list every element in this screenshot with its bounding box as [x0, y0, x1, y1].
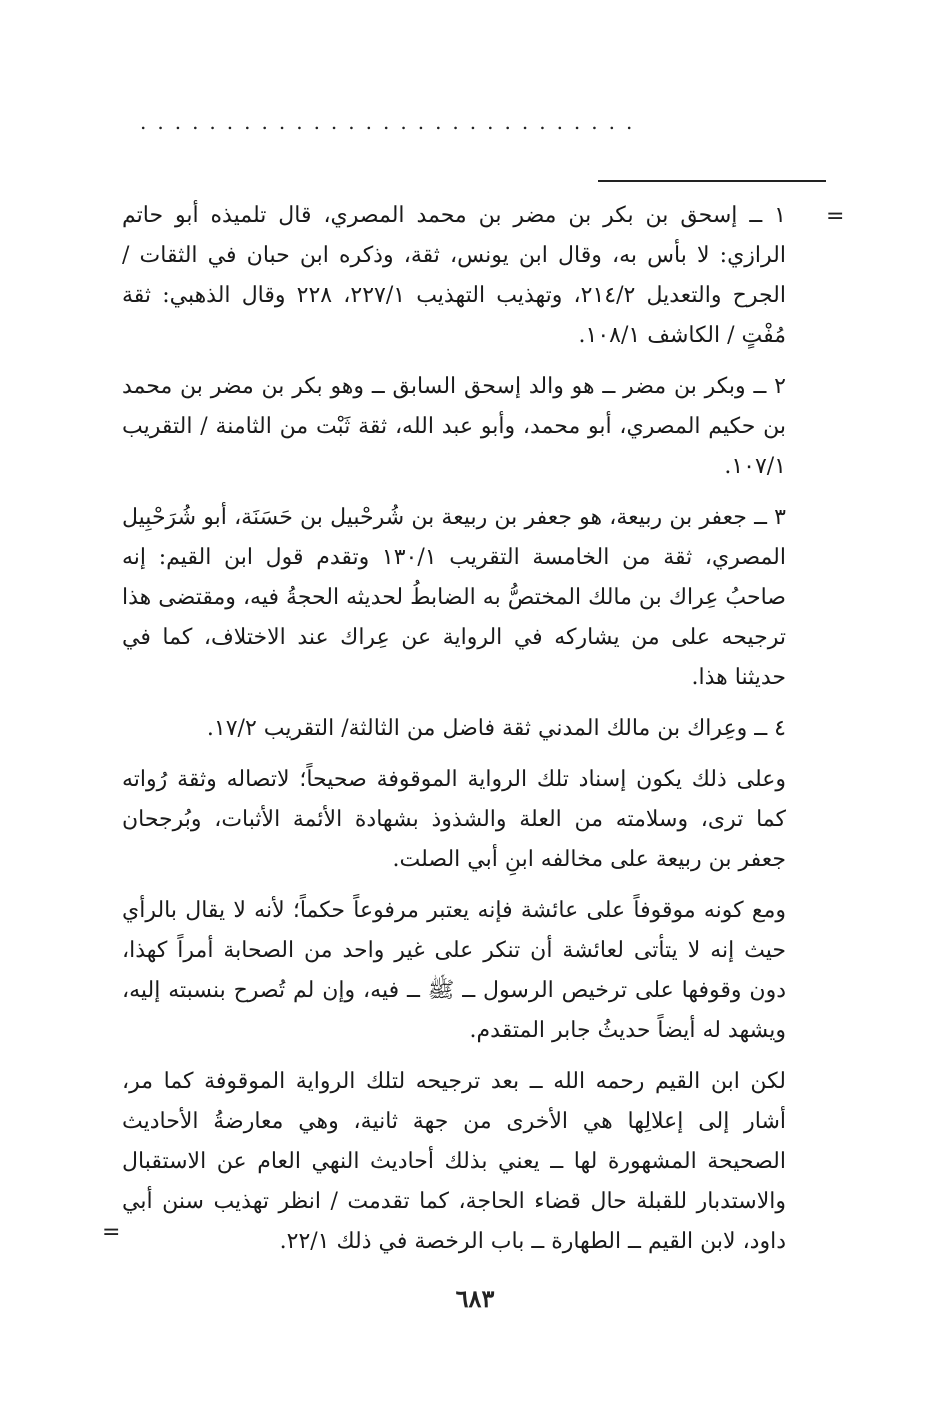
- page-body: [122, 196, 786, 1273]
- footnote-1: ١ ــ إسحق بن بكر بن مضر بن محمد المصري، قال تلميذه أبو حاتم الرازي: لا بأس به، وقال ابن يونس، ثقة، وذكره ابن حبان في الثقات / الجرح والتعديل ٢١٤/٢، وتهذيب التهذيب ٢٢٧/١، ٢٢٨ وقال الذهبي: ثقة مُفْتٍ / الكاشف ١٠٨/١.: [122, 203, 786, 348]
- body-paragraph: لكن ابن القيم رحمه الله ــ بعد ترجيحه لتلك الرواية الموقوفة كما مر، أشار إلى إعلالِها هي الأخرى من جهة ثانية، وهي معارضةُ الأحاديث الصحيحة المشهورة لها ــ يعني بذلك أحاديث النهي العام عن الاستقبال والاستدبار للقبلة حال قضاء الحاجة، كما تقدمت / انظر تهذيب سنن أبي داود، لابن القيم ــ الطهارة ــ باب الرخصة في ذلك ٢٢/١.: [122, 1069, 786, 1254]
- dotted-separator: .............................: [140, 112, 644, 132]
- continuation-mark-top: =: [826, 204, 845, 229]
- footnote-4: ٤ ــ وعِراك بن مالك المدني ثقة فاضل من الثالثة/ التقريب ١٧/٢.: [206, 716, 786, 741]
- continuation-mark-bottom: =: [102, 1220, 121, 1245]
- body-paragraph: وعلى ذلك يكون إسناد تلك الرواية الموقوفة صحيحاً؛ لاتصاله وثقة رُواته كما ترى، وسلامته من العلة والشذوذ بشهادة الأئمة الأثبات، وبُرجحان جعفر بن ربيعة على مخالفه ابنِ أبي الصلت.: [122, 767, 786, 872]
- footnote-2: ٢ ــ وبكر بن مضر ــ هو والد إسحق السابق ــ وهو بكر بن مضر بن محمد بن حكيم المصري، أبو محمد، وأبو عبد الله، ثقة ثَبْت من الثامنة / التقريب ١٠٧/١.: [122, 374, 786, 479]
- footnote-rule: [598, 180, 826, 182]
- page-number: ٦٨٣: [455, 1284, 495, 1313]
- body-paragraph: ومع كونه موقوفاً على عائشة فإنه يعتبر مرفوعاً حكماً؛ لأنه لا يقال بالرأي حيث إنه لا يتأتى لعائشة أن تنكر على غير واحد من الصحابة أمراً كهذا، دون وقوفها على ترخيص الرسول ــ ﷺ ــ فيه، وإن لم تُصرح بنسبته إليه، ويشهد له أيضاً حديثُ جابر المتقدم.: [122, 898, 786, 1043]
- footnote-3: ٣ ــ جعفر بن ربيعة، هو جعفر بن ربيعة بن شُرحْبيل بن حَسَنَة، أبو شُرَحْبِيل المصري، ثقة من الخامسة التقريب ١٣٠/١ وتقدم قول ابن القيم: إنه صاحبُ عِراك بن مالك المختصُّ به الضابطُ لحديثه الحجةُ فيه، ومقتضى هذا ترجيحه على من يشاركه في الرواية عن عِراك عند الاختلاف، كما في حديثنا هذا.: [122, 505, 786, 690]
